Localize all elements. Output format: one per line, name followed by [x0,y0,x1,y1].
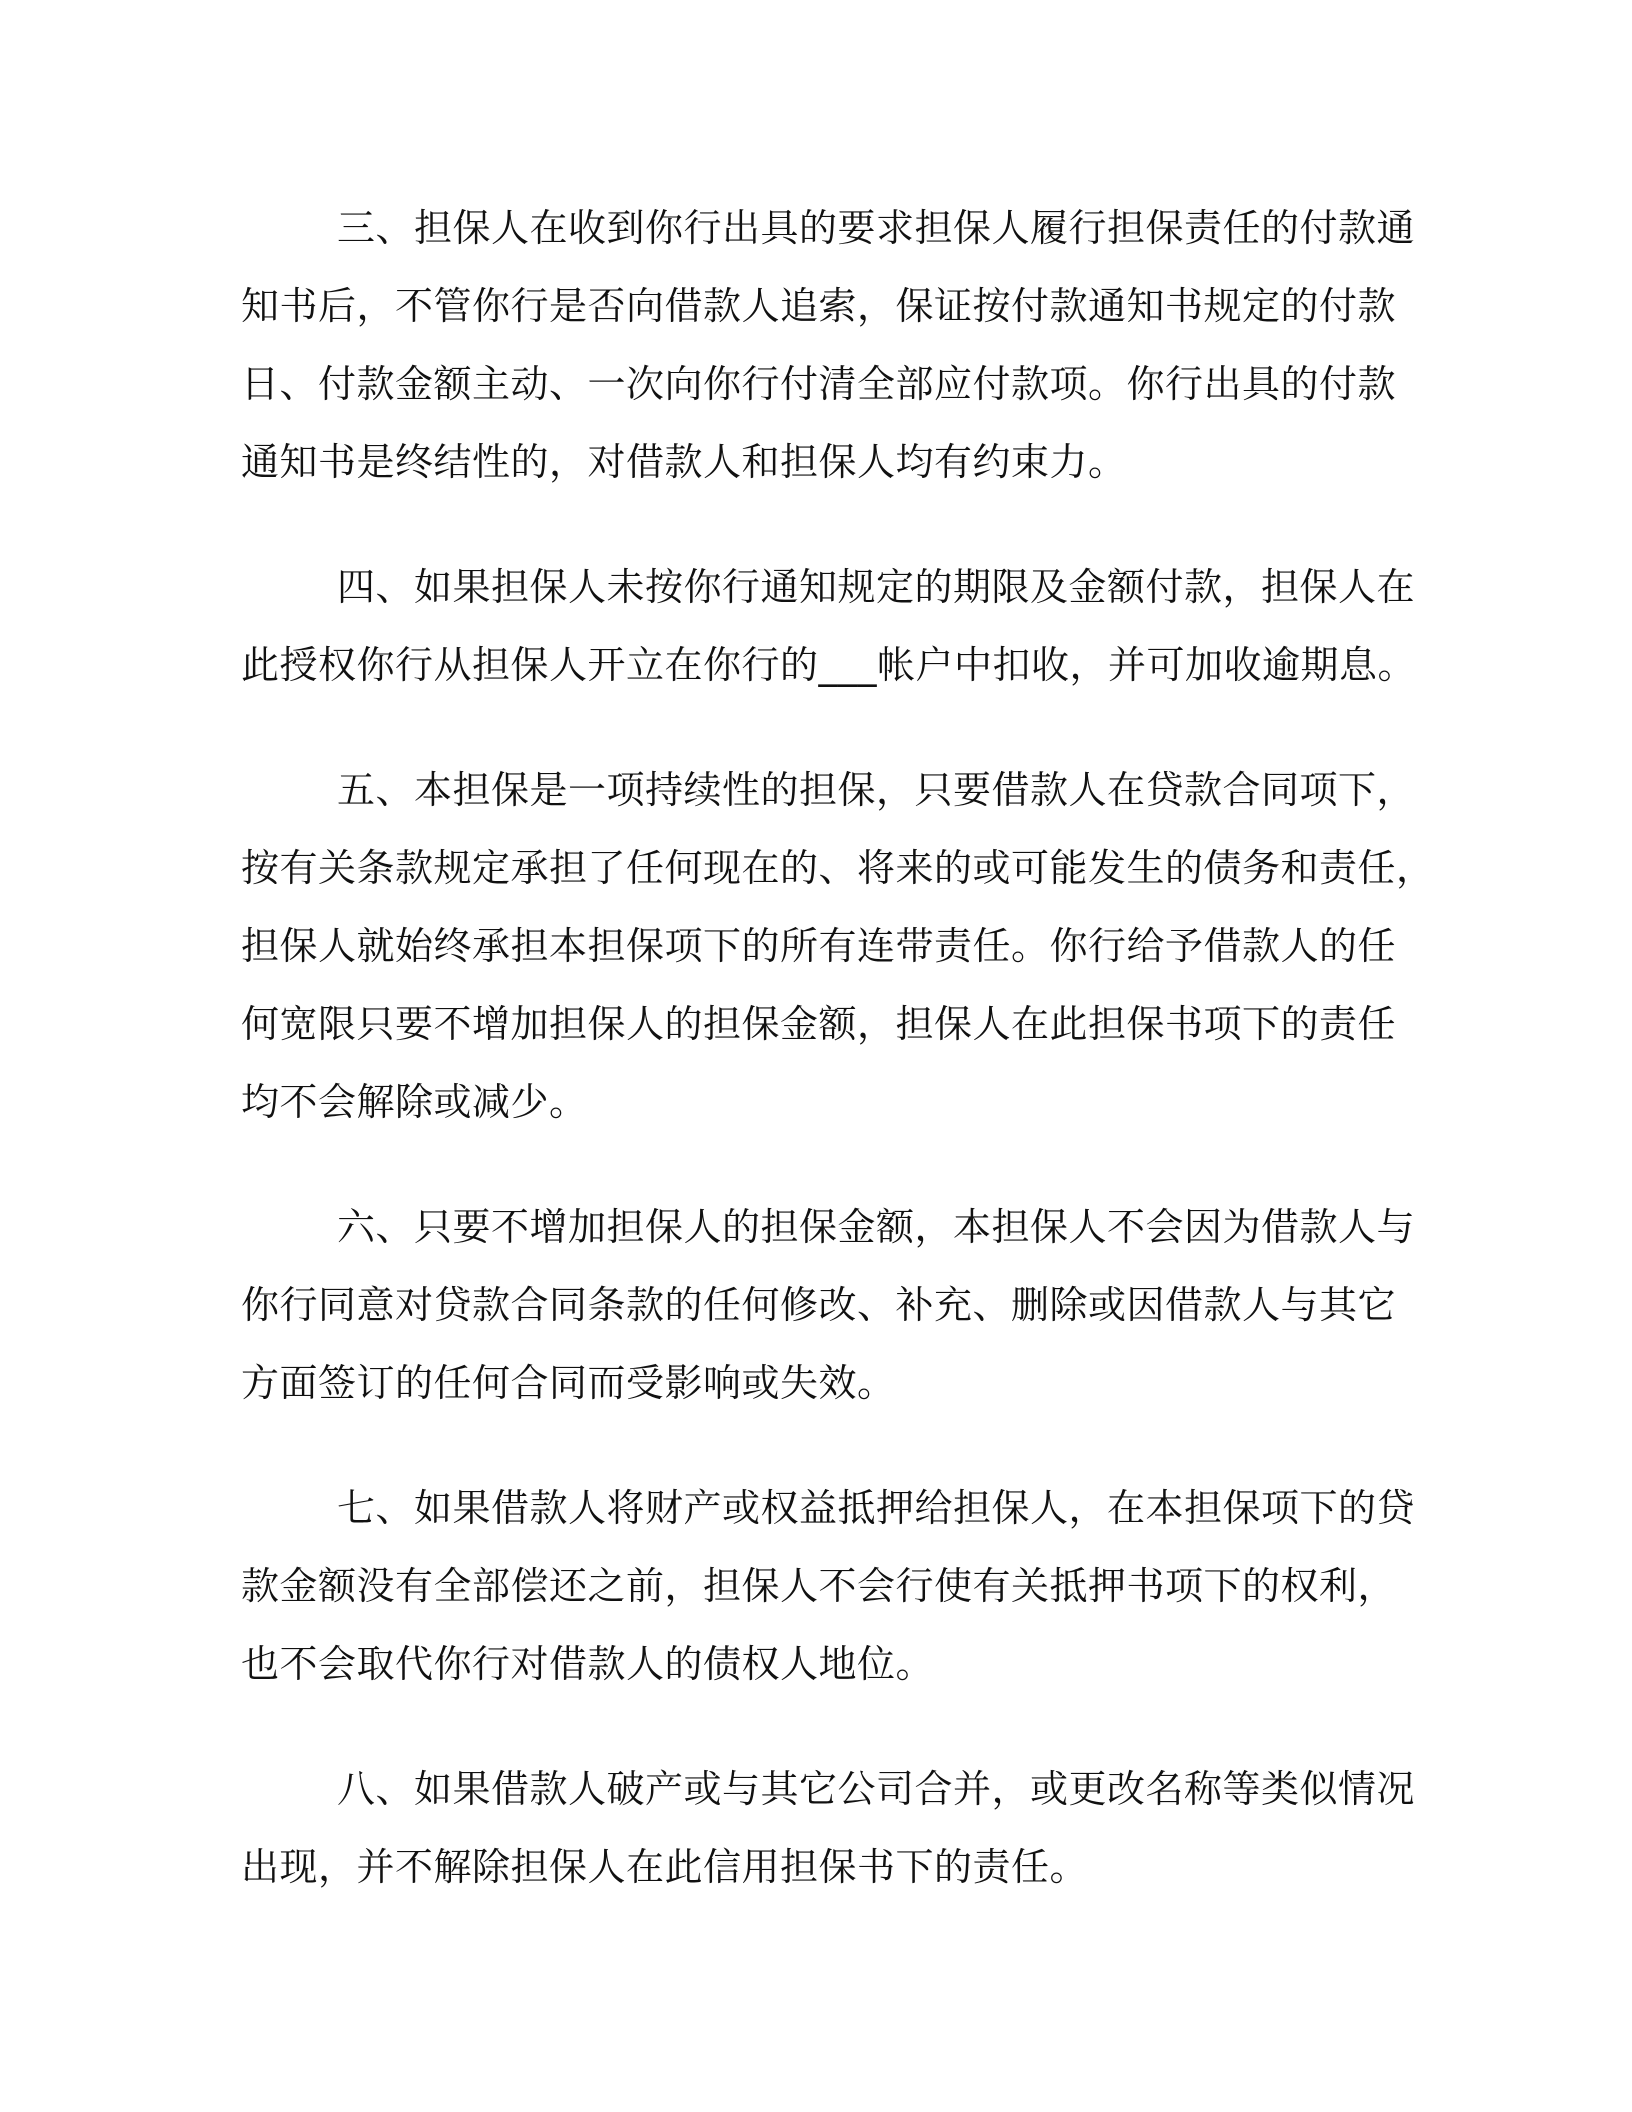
text-line: 三、担保人在收到你行出具的要求担保人履行担保责任的付款通 [337,206,1416,250]
clause-8 [241,1750,1416,1906]
text-line: 八、如果借款人破产或与其它公司合并，或更改名称等类似情况 [337,1767,1416,1811]
text-line: 日、付款金额主动、一次向你行付清全部应付款项。你行出具的付款 [241,362,1397,406]
text-line: 出现，并不解除担保人在此信用担保书下的责任。 [241,1845,1089,1889]
text-line: 也不会取代你行对借款人的债权人地位。 [241,1642,935,1686]
text-line: 按有关条款规定承担了任何现在的、将来的或可能发生的债务和责任， [241,846,1435,890]
clause-5 [241,751,1435,1141]
text-line: 七、如果借款人将财产或权益抵押给担保人，在本担保项下的贷 [337,1486,1416,1530]
text-line: 担保人就始终承担本担保项下的所有连带责任。你行给予借款人的任 [241,924,1397,968]
text-line: 四、如果担保人未按你行通知规定的期限及金额付款，担保人在 [337,565,1416,609]
text-line: 你行同意对贷款合同条款的任何修改、补充、删除或因借款人与其它 [241,1283,1397,1327]
text-line: 均不会解除或减少。 [241,1080,588,1124]
text-line: 通知书是终结性的，对借款人和担保人均有约束力。 [241,440,1127,484]
clause-7 [241,1469,1416,1703]
document-body [241,189,1435,1953]
clause-3 [241,189,1416,501]
clause-4 [241,548,1417,704]
text-line: 知书后，不管你行是否向借款人追索，保证按付款通知书规定的付款 [241,284,1397,328]
text-line: 款金额没有全部偿还之前，担保人不会行使有关抵押书项下的权利， [241,1564,1397,1608]
text-line: 五、本担保是一项持续性的担保，只要借款人在贷款合同项下， [337,768,1416,812]
clause-6 [241,1188,1416,1422]
text-line: 何宽限只要不增加担保人的担保金额，担保人在此担保书项下的责任 [241,1002,1397,1046]
text-line: 此授权你行从担保人开立在你行的___帐户中扣收，并可加收逾期息。 [241,643,1417,687]
text-line: 方面签订的任何合同而受影响或失效。 [241,1361,896,1405]
text-line: 六、只要不增加担保人的担保金额，本担保人不会因为借款人与 [337,1205,1416,1249]
